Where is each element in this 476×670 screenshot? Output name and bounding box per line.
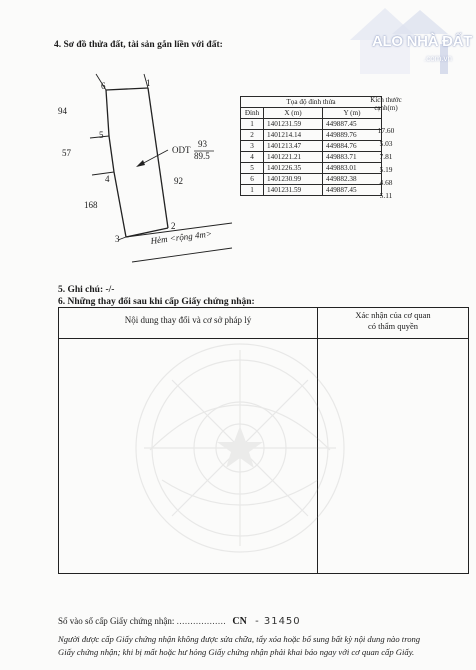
coordinate-table: [240, 96, 382, 196]
x-cell: 1401226.35: [264, 163, 323, 174]
road-label: Hẻm <rộng 4m>: [150, 228, 213, 246]
table-row: [241, 163, 382, 174]
registration-dots: ..................: [176, 616, 227, 626]
y-cell: 449884.76: [323, 141, 382, 152]
edge-length: 5.11: [379, 191, 393, 200]
watermark-brand: ALO NHÀ ĐẤT: [372, 33, 473, 50]
confirm-header-line2: có thẩm quyền: [367, 321, 419, 331]
x-cell: 1401231.59: [264, 185, 323, 196]
vertex-5: 5: [99, 130, 104, 140]
x-cell: 1401231.59: [264, 119, 323, 130]
edge-length: 4.68: [379, 178, 393, 187]
dinh-cell: 5: [241, 163, 264, 174]
vertex-2: 2: [171, 221, 176, 231]
edge-lengths-header: Kích thước cạnh(m): [370, 96, 402, 112]
dinh-cell: 2: [241, 130, 264, 141]
y-cell: 449882.38: [323, 174, 382, 185]
section6-title: 6. Những thay đổi sau khi cấp Giấy chứng nhận:: [58, 297, 255, 307]
table-row: [241, 130, 382, 141]
changes-col-confirmation: [318, 310, 468, 332]
col-y: Y (m): [323, 108, 382, 119]
watermark-domain: .com.vn: [424, 54, 453, 63]
y-cell: 449883.71: [323, 152, 382, 163]
edge-length: 5.19: [379, 165, 393, 174]
neighbor-left-bottom: 168: [84, 200, 98, 210]
registration-handwritten-number: - 31450: [255, 616, 301, 627]
parcel-area: 89.5: [194, 151, 210, 161]
vertex-3: 3: [115, 234, 120, 244]
vertex-6: 6: [101, 81, 106, 91]
y-cell: 449889.76: [323, 130, 382, 141]
coord-group-header: Tọa độ đỉnh thửa: [241, 97, 382, 108]
table-row: [241, 152, 382, 163]
vertex-1: 1: [146, 78, 151, 88]
col-x: X (m): [264, 108, 323, 119]
table-row: [241, 174, 382, 185]
section5-title: 5. Ghi chú: -/-: [58, 285, 115, 295]
parcel-diagram: [0, 60, 240, 280]
footnote: [58, 633, 476, 659]
edge-length: 7.81: [379, 152, 393, 161]
y-cell: 449883.01: [323, 163, 382, 174]
dinh-cell: 3: [241, 141, 264, 152]
edge-length: 5.03: [379, 139, 393, 148]
footnote-line1: Người được cấp Giấy chứng nhận không được sửa chữa, tẩy xóa hoặc bổ sung bất kỳ nội dung nào trong: [58, 634, 421, 644]
changes-col-content: Nội dung thay đổi và cơ sở pháp lý: [124, 315, 252, 325]
dinh-cell: 4: [241, 152, 264, 163]
col-dinh: Đỉnh: [241, 108, 264, 119]
vertex-4: 4: [105, 174, 110, 184]
x-cell: 1401214.14: [264, 130, 323, 141]
national-emblem-watermark-icon: [80, 330, 400, 560]
edge-length: 17.60: [377, 126, 395, 135]
neighbor-right: 92: [174, 176, 183, 186]
parcel-land-type: ODT: [172, 145, 191, 155]
registration-code: CN: [232, 616, 247, 627]
dinh-cell: 1: [241, 185, 264, 196]
table-row: [241, 119, 382, 130]
edge-lengths: [363, 96, 409, 200]
dinh-cell: 1: [241, 119, 264, 130]
y-cell: 449887.45: [323, 119, 382, 130]
registration-number: [58, 616, 301, 627]
confirm-header-line1: Xác nhận của cơ quan: [355, 310, 431, 320]
section4-title: 4. Sơ đồ thửa đất, tài sản gắn liền với đất:: [54, 40, 223, 50]
registration-label: Số vào sổ cấp Giấy chứng nhận:: [58, 616, 175, 626]
y-cell: 449887.45: [323, 185, 382, 196]
neighbor-left-mid: 57: [62, 148, 71, 158]
table-row: [241, 185, 382, 196]
x-cell: 1401213.47: [264, 141, 323, 152]
table-row: [241, 141, 382, 152]
x-cell: 1401230.99: [264, 174, 323, 185]
parcel-sketch: [0, 60, 240, 280]
x-cell: 1401221.21: [264, 152, 323, 163]
footnote-line2: Giấy chứng nhận; khi bị mất hoặc hư hỏng Giấy chứng nhận phải khai báo ngay với cơ quan cấp Giấy.: [58, 647, 415, 657]
dinh-cell: 6: [241, 174, 264, 185]
neighbor-left-top: 94: [58, 106, 67, 116]
parcel-sheet-number: 93: [198, 139, 207, 149]
